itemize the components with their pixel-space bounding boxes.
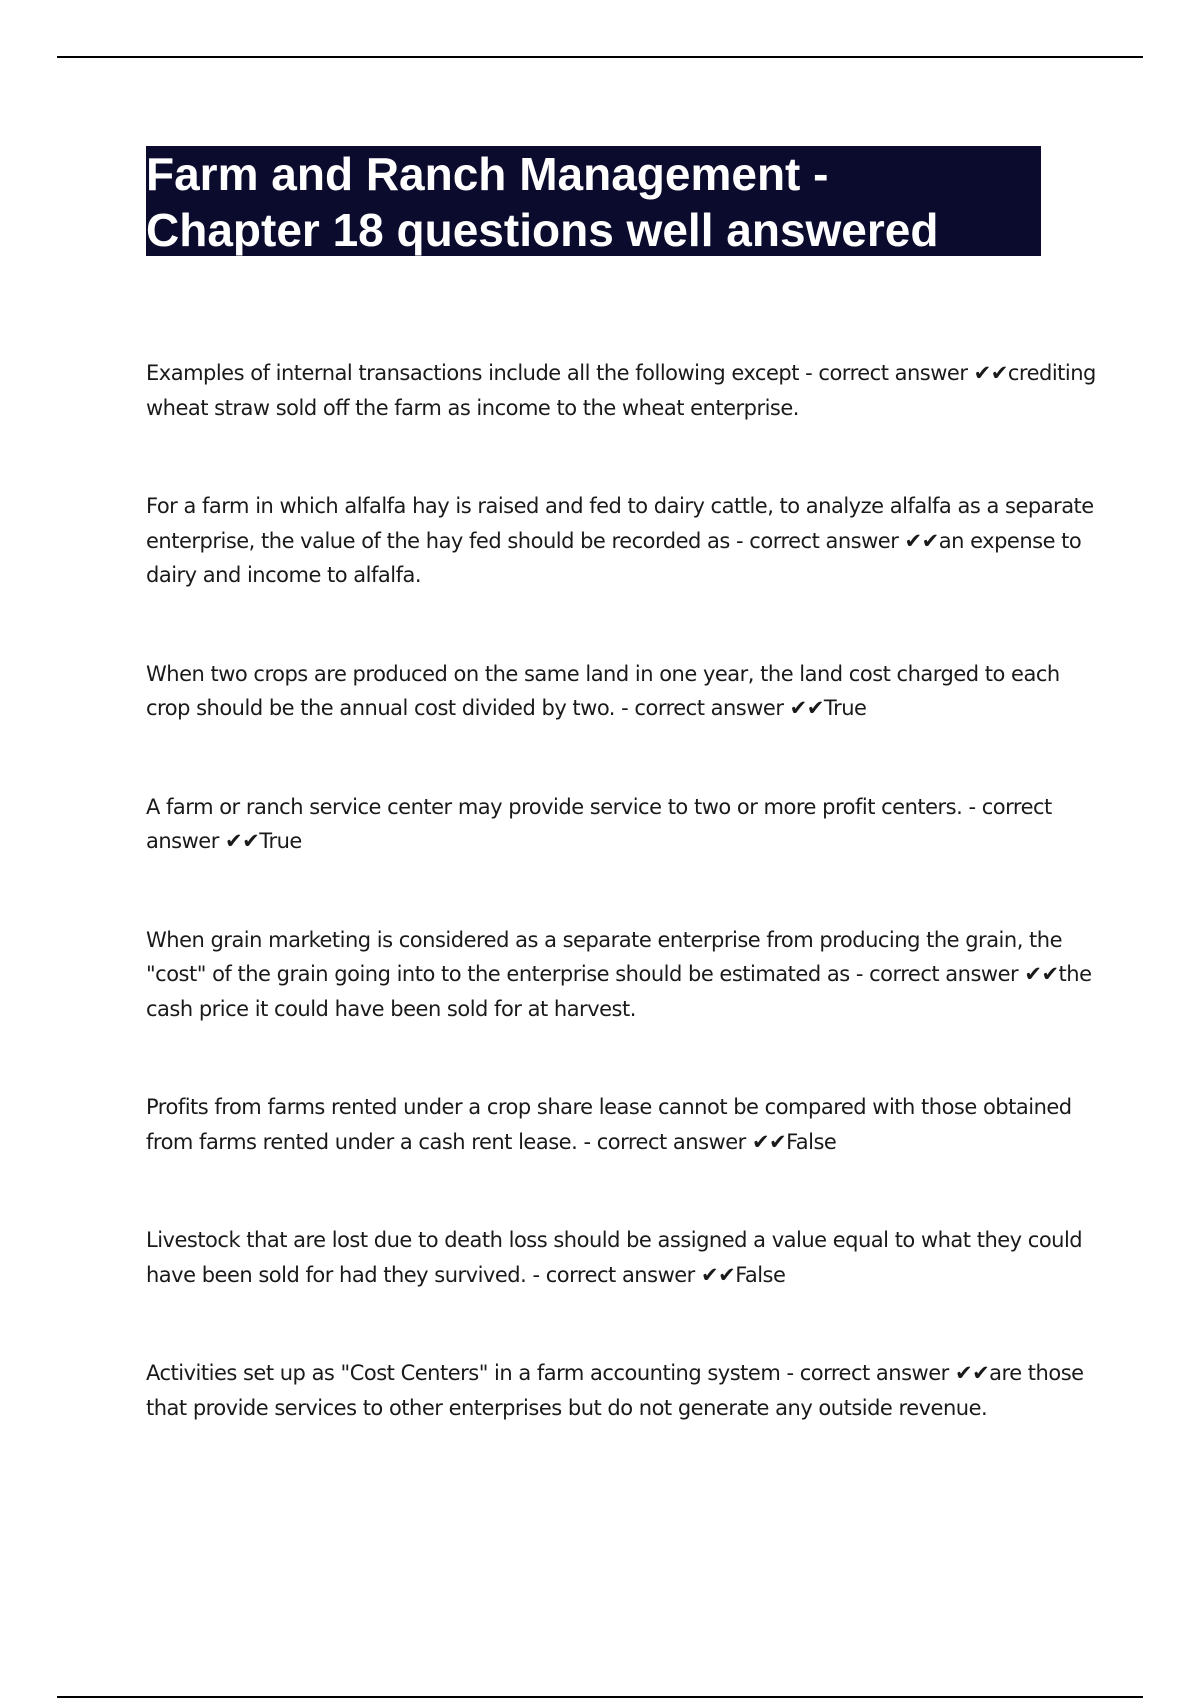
bottom-rule xyxy=(57,1696,1143,1698)
answer-prefix: - correct answer xyxy=(532,1262,695,1287)
question-text: When two crops are produced on the same land in one year, the land cost charged to each crop should be the annual cost divided by two. xyxy=(146,661,1060,720)
answer-prefix: - correct answer xyxy=(621,696,784,720)
check-icon: ✔✔ xyxy=(789,696,824,720)
top-rule xyxy=(57,56,1143,58)
title-line-1: Farm and Ranch Management - xyxy=(146,148,829,200)
answer-prefix: - correct answer xyxy=(146,794,1052,853)
answer-text: True xyxy=(259,829,302,853)
check-icon: ✔✔ xyxy=(904,528,939,553)
document-title xyxy=(146,146,1041,256)
answer-text: crediting wheat straw sold off the farm as income to the wheat enterprise. xyxy=(146,361,1096,420)
check-icon: ✔✔ xyxy=(700,1262,736,1287)
question-text: Activities set up as "Cost Centers" in a farm accounting system xyxy=(146,1361,781,1385)
answer-text: True xyxy=(823,696,867,720)
check-icon: ✔✔ xyxy=(1024,962,1059,986)
qa-item xyxy=(146,657,1096,726)
qa-list xyxy=(146,356,1096,1425)
answer-text: are those that provide services to other enterprises but do not generate any outside revenue. xyxy=(146,1361,1084,1420)
qa-item xyxy=(146,1356,1096,1425)
title-line-2: Chapter 18 questions well answered xyxy=(146,204,939,256)
check-icon: ✔✔ xyxy=(973,361,1008,385)
answer-text: False xyxy=(735,1262,786,1287)
answer-text: an expense to dairy and income to alfalfa. xyxy=(146,528,1082,587)
answer-prefix: - correct answer xyxy=(805,361,968,385)
question-text: For a farm in which alfalfa hay is raised and fed to dairy cattle, to analyze alfalfa as a separate enterprise, the value of the hay fed should be recorded as xyxy=(146,494,1094,553)
question-text: Profits from farms rented under a crop share lease cannot be compared with those obtained from farms rented under a cash rent lease. xyxy=(146,1095,1072,1154)
qa-item xyxy=(146,923,1096,1027)
question-text: When grain marketing is considered as a separate enterprise from producing the grain, the "cost" of the grain going into to the enterprise should be estimated as xyxy=(146,927,1063,986)
question-text: A farm or ranch service center may provide service to two or more profit centers. xyxy=(146,794,963,819)
answer-prefix: - correct answer xyxy=(583,1129,746,1154)
qa-item xyxy=(146,1090,1096,1159)
check-icon: ✔✔ xyxy=(225,829,260,853)
answer-prefix: - correct answer xyxy=(786,1361,949,1385)
answer-text: False xyxy=(786,1129,837,1154)
check-icon: ✔✔ xyxy=(751,1129,787,1154)
qa-item xyxy=(146,356,1096,425)
qa-item xyxy=(146,1223,1096,1292)
check-icon: ✔✔ xyxy=(954,1361,990,1385)
question-text: Examples of internal transactions include all the following except xyxy=(146,361,799,385)
qa-item xyxy=(146,790,1096,859)
answer-prefix: - correct answer xyxy=(855,962,1019,986)
question-text: Livestock that are lost due to death loss should be assigned a value equal to what they could have been sold for had they survived. xyxy=(146,1228,1083,1287)
qa-item xyxy=(146,489,1096,593)
answer-prefix: - correct answer xyxy=(736,528,899,553)
answer-text: the cash price it could have been sold for at harvest. xyxy=(146,962,1092,1021)
